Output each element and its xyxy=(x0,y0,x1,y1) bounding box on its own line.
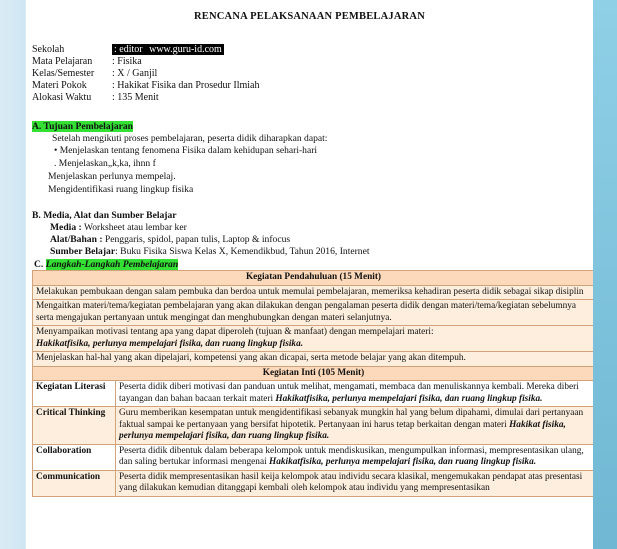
kelas-value: : X / Ganjil xyxy=(112,68,158,79)
inti-header-row xyxy=(33,366,595,381)
sekolah-label: Sekolah xyxy=(32,44,65,55)
mapel-label: Mata Pelajaran xyxy=(32,56,93,67)
sumber-label: Sumber Belajar xyxy=(50,246,116,257)
inti-heading: Kegiatan Inti (105 Menit) xyxy=(33,366,595,381)
materi-label: Materi Pokok xyxy=(32,80,87,91)
tujuan-intro: Setelah mengikuti proses pembelajaran, peserta didik diharapkan dapat: xyxy=(52,133,328,144)
identity-row-alokasi xyxy=(32,92,259,104)
media-label: Media : xyxy=(50,222,82,233)
sumber-row xyxy=(50,246,370,258)
sekolah-link[interactable]: www.guru-id.com xyxy=(149,44,222,55)
pendahuluan-header-row xyxy=(33,271,595,286)
media-heading: B. Media, Alat dan Sumber Belajar xyxy=(32,210,177,221)
alokasi-value: : 135 Menit xyxy=(112,92,159,103)
document-title: RENCANA PELAKSANAAN PEMBELAJARAN xyxy=(194,11,425,22)
pendahuluan-step: Menjelaskan hal-hal yang akan dipelajari, kompetensi yang akan dicapai, serta metode belajar yang akan ditempuh. xyxy=(33,352,595,367)
media-row xyxy=(50,222,187,234)
identity-row-kelas xyxy=(32,68,259,80)
alokasi-label: Alokasi Waktu xyxy=(32,92,92,103)
table-row xyxy=(33,470,595,496)
materi-value: : Hakikat Fisika dan Prosedur Ilmiah xyxy=(112,80,260,91)
pendahuluan-heading: Kegiatan Pendahuluan (15 Menit) xyxy=(33,271,595,286)
media-value: Worksheet atau lembar ker xyxy=(81,222,187,233)
literasi-label: Kegiatan Literasi xyxy=(33,381,116,407)
comm-label: Communication xyxy=(33,470,116,496)
table-row xyxy=(33,285,595,300)
tujuan-item: Mengidentifikasi ruang lingkup fisika xyxy=(48,184,194,195)
tujuan-heading: A. Tujuan Pembelajaran xyxy=(32,121,134,132)
steps-table xyxy=(32,270,595,497)
window-edge-decoration xyxy=(593,0,617,549)
table-row xyxy=(33,407,595,445)
table-row xyxy=(33,444,595,470)
table-row xyxy=(33,326,595,352)
identity-row-mapel xyxy=(32,56,259,68)
pendahuluan-emphasis: Hakikatfisika, perlunya mempelajari fisika, dan ruang lingkup fisika. xyxy=(36,338,304,349)
collab-text: Peserta didik dibentuk dalam beberapa kelompok untuk mendiskusikan, mengumpulkan informasi, mempresentasikan ulang, dan saling bertukar informasi mengenai Hakikatfisika, perlunya mempelajari fisika, dan ruang lingkup fisika. xyxy=(116,444,595,470)
document-page xyxy=(26,0,593,549)
literasi-emphasis: Hakikatfisika, perlunya mempelajari fisika, dan ruang lingkup fisika. xyxy=(275,393,543,404)
pendahuluan-step: Mengaitkan materi/tema/kegiatan pembelajaran yang akan dilakukan dengan pengalaman peserta didik dengan materi/tema/kegiatan sebelumnya serta mengajukan pertanyaan untuk mengingat dan menghubungkan dengan materi selanjutnya. xyxy=(33,300,595,326)
alat-label: Alat/Bahan : xyxy=(50,234,103,245)
sekolah-value xyxy=(112,44,224,56)
sumber-value: : Buku Fisika Siswa Kelas X, Kemendikbud, Tahun 2016, Internet xyxy=(115,246,370,257)
tujuan-item: • Menjelaskan tentang fenomena Fisika dalam kehidupan sehari-hari xyxy=(54,145,318,156)
table-row xyxy=(33,300,595,326)
alat-value: Penggaris, spidol, papan tulis, Laptop & infocus xyxy=(102,234,291,245)
kelas-label: Kelas/Semester xyxy=(32,68,95,79)
collab-emphasis: Hakikatfisika, perlunya mempelajari fisika, dan ruang lingkup fisika. xyxy=(269,457,537,467)
tujuan-item: Menjelaskan perlunya mempelaj. xyxy=(48,171,176,182)
identity-row-materi xyxy=(32,80,259,92)
identity-block xyxy=(32,44,259,104)
table-row xyxy=(33,352,595,367)
langkah-prefix: C. xyxy=(34,259,44,270)
mapel-value: : Fisika xyxy=(112,56,142,67)
pendahuluan-step-motivasi: Menyampaikan motivasi tentang apa yang dapat diperoleh (tujuan & manfaat) dengan mempelajari materi: Hakikatfisika, perlunya mempelajari fisika, dan ruang lingkup fisika. xyxy=(33,326,595,352)
langkah-title: Langkah-Langkah Pembelajaran xyxy=(45,259,179,270)
comm-text: Peserta didik mempresentasikan hasil keija kelompok atau individu secara klasikal, mengemukakan pendapat atas presentasi yang dilakukan kemudian ditanggapi kembali oleh kelompok atau individu yang mempresentasikan xyxy=(116,470,595,496)
table-row xyxy=(33,381,595,407)
collab-label: Collaboration xyxy=(33,444,116,470)
critical-text: Guru memberikan kesempatan untuk mengidentifikasi sebanyak mungkin hal yang belum dipahami, dimulai dari pertanyaan faktual sampai ke pertanyaan yang bersifat hipotetik. Pertanyaan ini harus tetap berkaitan dengan materi Hakikat fisika, perlunya mempelajari fisika, dan ruang lingkup fisika. xyxy=(116,407,595,445)
literasi-text: Peserta didik diberi motivasi dan panduan untuk melihat, mengamati, membaca dan menuliskannya kembali. Mereka diberi tayangan dan bahan bacaan terkait materi Hakikatfisika, perlunya mempelajari fisika, dan ruang lingkup fisika. xyxy=(116,381,595,407)
pendahuluan-step: Melakukan pembukaan dengan salam pembuka dan berdoa untuk memulai pembelajaran, memeriksa kehadiran peserta didik sebagai sikap disiplin xyxy=(33,285,595,300)
critical-label: Critical Thinking xyxy=(33,407,116,445)
identity-row-sekolah xyxy=(32,44,259,56)
sekolah-editor-text: : editor xyxy=(114,44,146,55)
critical-emphasis: Hakikat fisika, perlunya mempelajari fisika, dan ruang lingkup fisika. xyxy=(119,419,566,441)
tujuan-item: . Menjelaskan„k,ka, ihnn f xyxy=(54,158,156,169)
alat-row xyxy=(50,234,290,246)
